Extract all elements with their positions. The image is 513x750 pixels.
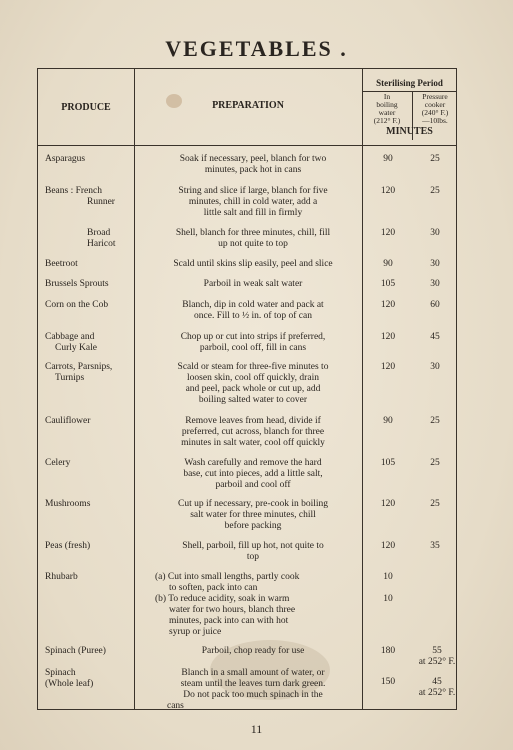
pressure-minutes: 25 — [430, 186, 440, 196]
pressure-minutes: 25 — [430, 154, 440, 164]
produce-cell: Corn on the Cob — [45, 300, 109, 310]
produce-cell: Brussels Sprouts — [45, 279, 109, 289]
produce-cell: Rhubarb — [45, 572, 78, 582]
pressure-minutes: 45 — [430, 332, 440, 342]
produce-cell: Beetroot — [45, 259, 78, 269]
pressure-minutes: 25 — [430, 499, 440, 509]
header-pressure-cooker: Pressure cooker (240° F.) —10lbs. — [421, 92, 449, 125]
boiling-minutes-b: 10 — [383, 594, 393, 604]
preparation-cell: Blanch, dip in cold water and pack at once. Fill to ½ in. of top of can — [182, 300, 324, 321]
pressure-minutes: 30 — [430, 279, 440, 289]
header-boiling-water: In boiling water (212° F.) — [373, 92, 401, 125]
boiling-minutes: 150 — [380, 677, 396, 687]
preparation-cell: Remove leaves from head, divide if preferred, cut across, blanch for three minutes in salt water, cool off quickly — [181, 416, 325, 448]
pressure-minutes: 30 — [430, 259, 440, 269]
preparation-cell: Parboil, chop ready for use — [201, 646, 305, 656]
pressure-minutes: 25 — [430, 458, 440, 468]
header-rule — [37, 145, 457, 146]
preparation-cell: Shell, blanch for three minutes, chill, fill up not quite to top — [175, 228, 331, 249]
boiling-minutes: 90 — [383, 154, 393, 164]
preparation-cell: Blanch in a small amount of water, or steam until the leaves turn dark green. Do not pack too much spinach in the cans — [167, 668, 326, 711]
produce-cell: Beans : French Runner — [45, 186, 115, 207]
produce-cell: Asparagus — [45, 154, 86, 164]
preparation-cell: Parboil in weak salt water — [203, 279, 303, 289]
boiling-minutes: 120 — [380, 300, 396, 310]
preparation-cell: Wash carefully and remove the hard base, cut into pieces, add a little salt, parboil and cool off — [183, 458, 323, 490]
preparation-cell: Shell, parboil, fill up hot, not quite to top — [182, 541, 324, 562]
produce-cell: Cabbage and Curly Kale — [45, 332, 97, 353]
produce-cell: Spinach (Whole leaf) — [45, 668, 94, 689]
produce-cell: Celery — [45, 458, 71, 468]
produce-cell: Spinach (Puree) — [45, 646, 106, 656]
produce-cell: Cauliflower — [45, 416, 91, 426]
produce-cell: Peas (fresh) — [45, 541, 91, 551]
produce-cell: Mushrooms — [45, 499, 91, 509]
boiling-minutes: 90 — [383, 259, 393, 269]
preparation-cell: Cut up if necessary, pre-cook in boiling salt water for three minutes, chill before packing — [177, 499, 329, 531]
page-title: VEGETABLES . — [165, 36, 348, 61]
pressure-minutes: 30 — [430, 362, 440, 372]
boiling-minutes: 105 — [380, 279, 396, 289]
boiling-minutes: 180 — [380, 646, 396, 656]
pressure-minutes: 45 at 252° F. — [418, 677, 456, 698]
pressure-minutes: 55 at 252° F. — [418, 646, 456, 667]
boiling-minutes: 120 — [380, 541, 396, 551]
produce-cell: Carrots, Parsnips, Turnips — [45, 362, 113, 383]
page-number: 11 — [250, 722, 263, 736]
boiling-minutes: 120 — [380, 228, 396, 238]
pressure-minutes: 25 — [430, 416, 440, 426]
boiling-minutes: 120 — [380, 332, 396, 342]
preparation-cell: Soak if necessary, peel, blanch for two minutes, pack hot in cans — [179, 154, 327, 175]
boiling-minutes: 90 — [383, 416, 393, 426]
boiling-minutes: 120 — [380, 186, 396, 196]
produce-cell: Broad Haricot — [87, 228, 116, 249]
preparation-cell: String and slice if large, blanch for five minutes, chill in cold water, add a little salt and fill in firmly — [178, 186, 328, 218]
header-sterilising-period: Sterilising Period — [376, 78, 443, 88]
boiling-minutes: 120 — [380, 362, 396, 372]
preparation-cell: Scald or steam for three-five minutes to loosen skin, cool off quickly, drain and peel, pack whole or cut up, add boiling salted water to cover — [177, 362, 329, 405]
boiling-minutes-a: 10 — [383, 572, 393, 582]
header-minutes: MINUTES — [386, 126, 433, 137]
pressure-minutes: 30 — [430, 228, 440, 238]
pressure-minutes: 35 — [430, 541, 440, 551]
preparation-cell: Chop up or cut into strips if preferred, parboil, cool off, fill in cans — [180, 332, 326, 353]
preparation-cell: (a) Cut into small lengths, partly cook to soften, pack into can (b) To reduce acidity, soak in warm water for two hours, blanch three minutes, pack into can with hot syrup or juice — [155, 572, 300, 637]
preparation-cell: Scald until skins slip easily, peel and slice — [173, 259, 333, 269]
boiling-minutes: 105 — [380, 458, 396, 468]
pressure-minutes: 60 — [430, 300, 440, 310]
header-preparation: PREPARATION — [212, 100, 284, 111]
boiling-minutes: 120 — [380, 499, 396, 509]
header-produce: PRODUCE — [61, 102, 111, 113]
